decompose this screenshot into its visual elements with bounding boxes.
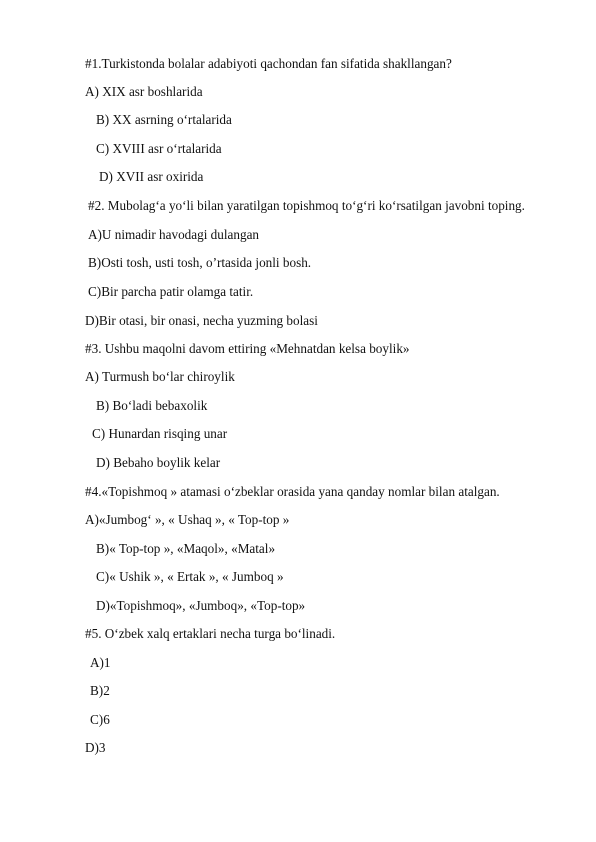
question-3-option-b: B) Bo‘ladi bebaxolik bbox=[96, 398, 208, 413]
question-1-option-c: C) XVIII asr o‘rtalarida bbox=[96, 141, 222, 156]
question-5-option-d: D)3 bbox=[85, 740, 106, 755]
question-4-option-d: D)«Topishmoq», «Jumboq», «Top-top» bbox=[96, 598, 306, 613]
question-5-option-a: A)1 bbox=[90, 655, 111, 670]
question-3-text: #3. Ushbu maqolni davom ettiring «Mehnatdan kelsa boylik» bbox=[85, 341, 410, 356]
question-4-option-c: C)« Ushik », « Ertak », « Jumboq » bbox=[96, 569, 284, 584]
question-1-option-b: B) XX asrning o‘rtalarida bbox=[96, 112, 232, 127]
question-2-text: #2. Mubolag‘a yo‘li bilan yaratilgan topishmoq to‘g‘ri ko‘rsatilgan javobni toping. bbox=[88, 198, 525, 213]
question-3-option-d: D) Bebaho boylik kelar bbox=[96, 455, 221, 470]
question-4-text: #4.«Topishmoq » atamasi o‘zbeklar orasida yana qanday nomlar bilan atalgan. bbox=[85, 484, 500, 499]
question-3-option-a: A) Turmush bo‘lar chiroylik bbox=[85, 369, 235, 384]
question-4-option-a: A)«Jumbog‘ », « Ushaq », « Top-top » bbox=[85, 512, 290, 527]
question-1-option-a: A) XIX asr boshlarida bbox=[85, 84, 203, 99]
question-3-option-c: C) Hunardan risqing unar bbox=[92, 426, 228, 441]
question-5-text: #5. O‘zbek xalq ertaklari necha turga bo‘linadi. bbox=[85, 626, 336, 641]
question-1-text: #1.Turkistonda bolalar adabiyoti qachondan fan sifatida shakllangan? bbox=[85, 56, 452, 71]
question-2-option-a: A)U nimadir havodagi dulangan bbox=[88, 227, 260, 242]
question-5-option-c: C)6 bbox=[90, 712, 110, 727]
question-2-option-b: B)Osti tosh, usti tosh, o’rtasida jonli bosh. bbox=[88, 255, 312, 270]
question-2-option-d: D)Bir otasi, bir onasi, necha yuzming bolasi bbox=[85, 313, 318, 328]
question-1-option-d: D) XVII asr oxirida bbox=[99, 169, 204, 184]
question-5-option-b: B)2 bbox=[90, 683, 110, 698]
question-2-option-c: C)Bir parcha patir olamga tatir. bbox=[88, 284, 254, 299]
question-4-option-b: B)« Top-top », «Maqol», «Matal» bbox=[96, 541, 276, 556]
